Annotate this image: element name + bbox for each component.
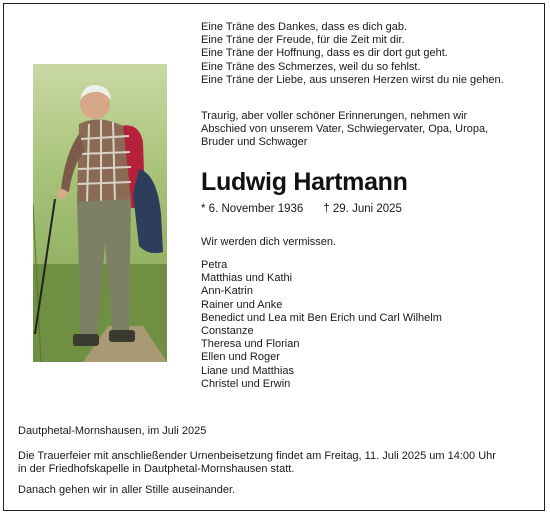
- family-member: Matthias und Kathi: [201, 272, 293, 285]
- family-list: [201, 259, 442, 391]
- service-line: in der Friedhofskapelle in Dautphetal-Mornshausen statt.: [18, 463, 295, 476]
- family-member: Constanze: [201, 325, 254, 338]
- family-member: Christel und Erwin: [201, 377, 291, 390]
- family-member: Benedict und Lea mit Ben Erich und Carl Wilhelm: [201, 311, 442, 324]
- death-date: † 29. Juni 2025: [323, 203, 402, 215]
- deceased-name: Ludwig Hartmann: [201, 168, 408, 196]
- portrait-photo: [33, 64, 167, 362]
- poem-line: Eine Träne des Schmerzes, weil du so fehlst.: [201, 60, 421, 73]
- service-line: Die Trauerfeier mit anschließender Urnenbeisetzung findet am Freitag, 11. Juli 2025 um 14:00 Uhr: [18, 450, 496, 462]
- poem-line: Eine Träne der Liebe, aus unseren Herzen wirst du nie gehen.: [201, 73, 504, 86]
- life-dates: [201, 203, 402, 215]
- closing-text: Danach gehen wir in aller Stille auseinander.: [18, 484, 236, 496]
- poem-line: Eine Träne der Hoffnung, dass es dir dort gut geht.: [201, 47, 448, 60]
- service-info: [18, 450, 496, 476]
- intro-line: Bruder und Schwager: [201, 136, 308, 149]
- family-member: Ellen und Roger: [201, 351, 280, 364]
- family-member: Rainer und Anke: [201, 298, 283, 311]
- poem-line: Eine Träne der Freude, für die Zeit mit dir.: [201, 34, 405, 47]
- family-member: Petra: [201, 259, 228, 271]
- poem: [201, 21, 504, 87]
- poem-line: Eine Träne des Dankes, dass es dich gab.: [201, 21, 408, 33]
- family-member: Liane und Matthias: [201, 364, 294, 377]
- intro-line: Traurig, aber voller schöner Erinnerungen, nehmen wir: [201, 110, 468, 122]
- family-member: Theresa und Florian: [201, 338, 300, 351]
- place-date: Dautphetal-Mornshausen, im Juli 2025: [18, 425, 207, 437]
- birth-date: * 6. November 1936: [201, 203, 304, 215]
- farewell-intro: [201, 110, 488, 150]
- family-member: Ann-Katrin: [201, 285, 253, 298]
- miss-text: Wir werden dich vermissen.: [201, 236, 337, 248]
- intro-line: Abschied von unserem Vater, Schwiegervater, Opa, Uropa,: [201, 123, 489, 136]
